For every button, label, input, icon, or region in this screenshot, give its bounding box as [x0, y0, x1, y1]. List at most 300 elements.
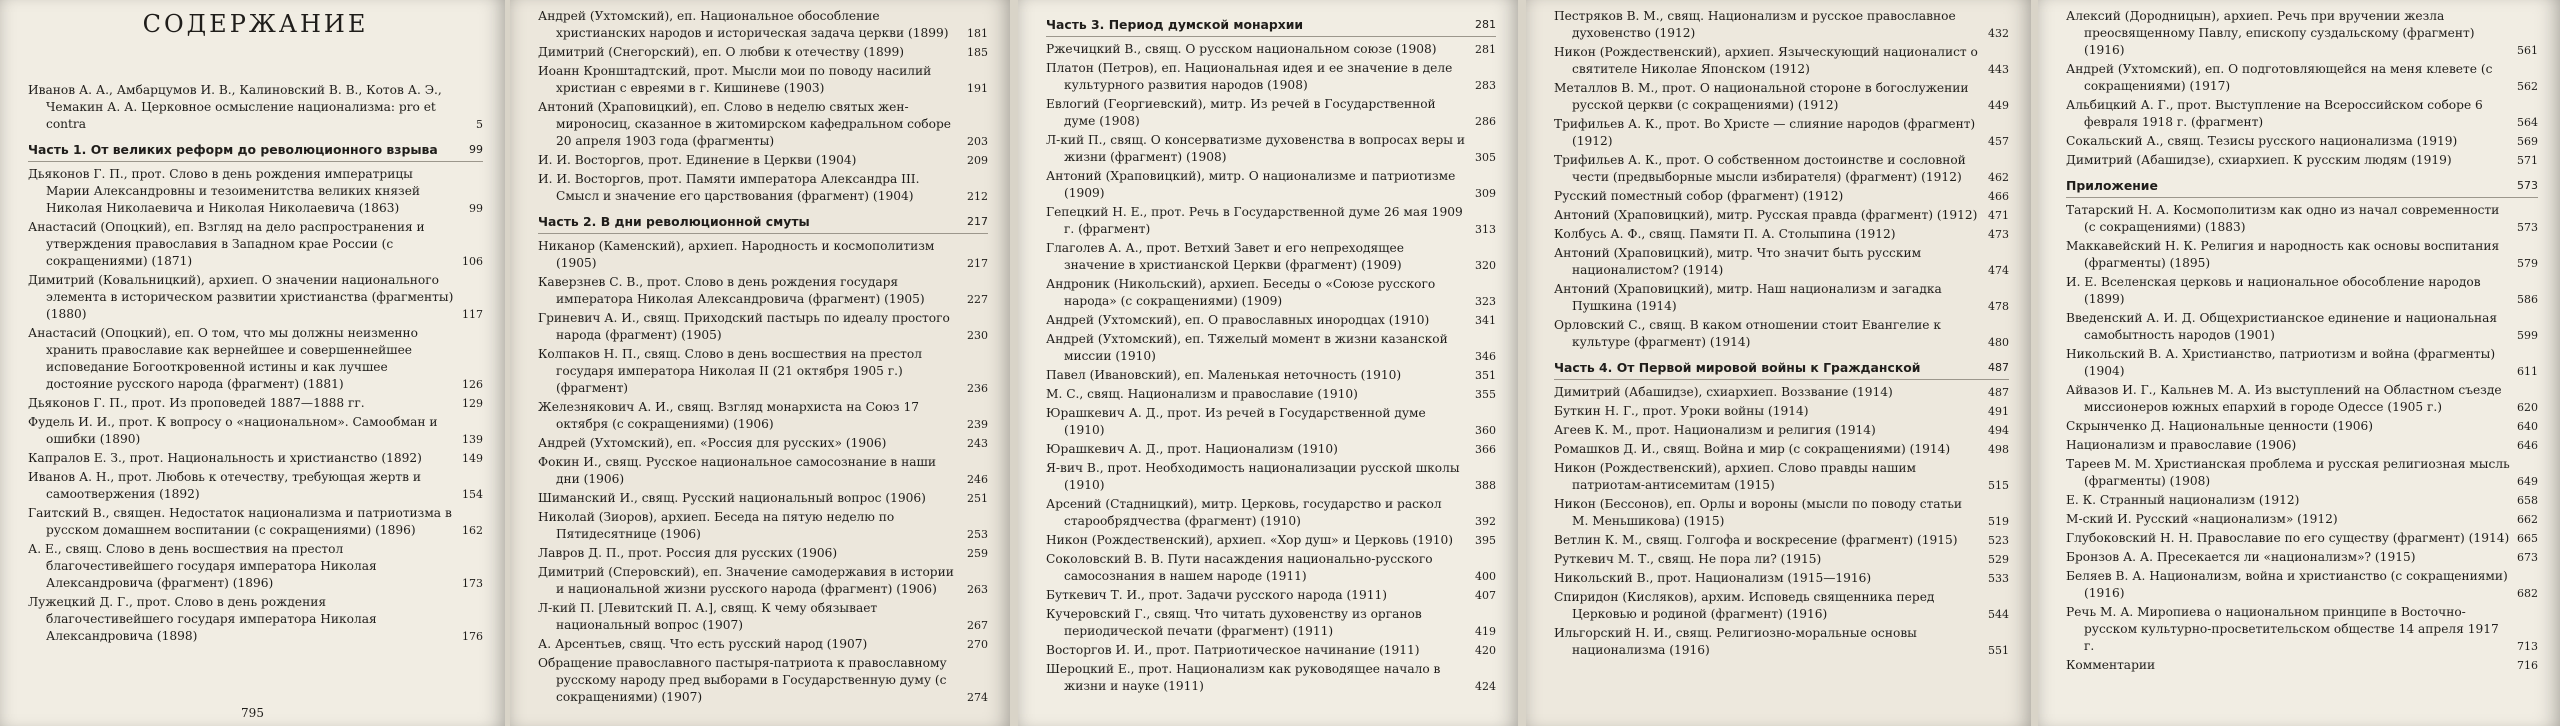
entry-title: Агеев К. М., прот. Национализм и религия (1914) — [1554, 423, 1876, 437]
entry-page-number: 283 — [1475, 79, 1496, 92]
entry-page-number: 181 — [967, 27, 988, 40]
toc-entry — [1554, 570, 2009, 587]
entry-page-number: 149 — [462, 452, 483, 465]
entry-title: Дьяконов Г. П., прот. Из проповедей 1887—1888 гг. — [28, 396, 365, 410]
entry-title: Димитрий (Сперовский), еп. Значение самодержавия в истории и национальной жизни русского народа (фрагмент) (1906) — [538, 565, 954, 596]
toc-entries — [538, 238, 988, 706]
toc-entry — [1046, 642, 1496, 659]
toc-entry — [1554, 589, 2009, 623]
toc-entry — [2066, 456, 2538, 490]
toc-entry — [1046, 405, 1496, 439]
entry-title: Никольский В., прот. Национализм (1915—1916) — [1554, 571, 1872, 585]
toc-entry — [538, 564, 988, 598]
entry-title: Комментарии — [2066, 658, 2156, 672]
entry-page-number: 309 — [1475, 187, 1496, 200]
page-folio: 795 — [241, 706, 264, 720]
section-heading — [538, 213, 988, 234]
toc-entry — [1554, 422, 2009, 439]
entry-page-number: 139 — [462, 433, 483, 446]
toc-entry — [538, 545, 988, 562]
entry-title: Л-кий П. [Левитский П. А.], свящ. К чему обязывает национальный вопрос (1907) — [538, 601, 878, 632]
toc-entry — [1046, 551, 1496, 585]
toc-entry — [2066, 8, 2538, 59]
entry-page-number: 320 — [1475, 259, 1496, 272]
toc-entry — [1554, 226, 2009, 243]
toc-entry — [28, 82, 483, 133]
entry-page-number: 471 — [1988, 209, 2009, 222]
entry-page-number: 346 — [1475, 350, 1496, 363]
entry-page-number: 649 — [2517, 475, 2538, 488]
toc-entry — [2066, 202, 2538, 236]
entry-page-number: 227 — [967, 293, 988, 306]
toc-entry — [1046, 587, 1496, 604]
entry-title: Гепецкий Н. Е., прот. Речь в Государственной думе 26 мая 1909 г. (фрагмент) — [1046, 205, 1463, 236]
entry-page-number: 407 — [1475, 589, 1496, 602]
entry-page-number: 544 — [1988, 608, 2009, 621]
entry-page-number: 665 — [2517, 532, 2538, 545]
toc-entry — [1554, 460, 2009, 494]
entry-title: Руткевич М. Т., свящ. Не пора ли? (1915) — [1554, 552, 1822, 566]
entry-page-number: 564 — [2517, 116, 2538, 129]
entry-title: Лужецкий Д. Г., прот. Слово в день рождения благочестивейшего государя императора Николая Александровича (1898) — [28, 595, 377, 643]
entry-page-number: 126 — [462, 378, 483, 391]
toc-entry — [1554, 625, 2009, 659]
toc-entry — [1046, 312, 1496, 329]
section-title: Приложение — [2066, 178, 2158, 193]
entry-title: Глубоковский Н. Н. Православие по его существу (фрагмент) (1914) — [2066, 531, 2510, 545]
entry-title: Спиридон (Кисляков), архим. Исповедь священника перед Церковью и родиной (фрагмент) (1916) — [1554, 590, 1935, 621]
toc-entry — [1554, 532, 2009, 549]
entry-title: Каверзнев С. В., прот. Слово в день рождения государя императора Николая Александровича (фрагмент) (1905) — [538, 275, 925, 306]
toc-entry — [1554, 80, 2009, 114]
entry-title: Алексий (Дородницын), архиеп. Речь при вручении жезла преосвященному Павлу, епископу суздальскому (фрагмент) (1916) — [2066, 9, 2475, 57]
entry-page-number: 466 — [1988, 190, 2009, 203]
entry-title: Дьяконов Г. П., прот. Слово в день рождения императрицы Марии Александровны и тезоименитства великих князей Николая Николаевича и Николая Николаевича (1863) — [28, 167, 421, 215]
toc-entry — [28, 505, 483, 539]
section-page: 487 — [1988, 361, 2009, 374]
entry-page-number: 443 — [1988, 63, 2009, 76]
entry-title: Андрей (Ухтомский), еп. О подготовляющейся на меня клевете (с сокращениями) (1917) — [2066, 62, 2493, 93]
entry-page-number: 154 — [462, 488, 483, 501]
entry-page-number: 449 — [1988, 99, 2009, 112]
entry-page-number: 498 — [1988, 443, 2009, 456]
entry-page-number: 395 — [1475, 534, 1496, 547]
toc-entry — [2066, 604, 2538, 655]
entry-title: И. Е. Вселенская церковь и национальное обособление народов (1899) — [2066, 275, 2481, 306]
toc-entry — [1046, 60, 1496, 94]
toc-entry — [538, 600, 988, 634]
entry-page-number: 274 — [967, 691, 988, 704]
section-page: 573 — [2517, 179, 2538, 192]
entry-page-number: 658 — [2517, 494, 2538, 507]
entry-page-number: 620 — [2517, 401, 2538, 414]
toc-entry — [28, 414, 483, 448]
entry-title: Л-кий П., свящ. О консерватизме духовенства в вопросах веры и жизни (фрагмент) (1908) — [1046, 133, 1465, 164]
toc-entries-top — [2066, 8, 2538, 169]
toc-page-3 — [1018, 0, 1518, 726]
entry-title: Беляев В. А. Национализм, война и христианство (с сокращениями) (1916) — [2066, 569, 2508, 600]
entry-page-number: 355 — [1475, 388, 1496, 401]
entry-title: Никон (Рождественский), архиеп. Языческующий националист о святителе Николае Японском (1912) — [1554, 45, 1978, 76]
entry-title: Скрынченко Д. Национальные ценности (1906) — [2066, 419, 2374, 433]
entry-page-number: 515 — [1988, 479, 2009, 492]
entry-page-number: 313 — [1475, 223, 1496, 236]
entry-page-number: 209 — [967, 154, 988, 167]
entry-page-number: 253 — [967, 528, 988, 541]
entry-title: Никон (Бессонов), еп. Орлы и вороны (мысли по поводу статьи М. Меньшикова) (1915) — [1554, 497, 1963, 528]
entry-title: Фудель И. И., прот. К вопросу о «национальном». Самообман и ошибки (1890) — [28, 415, 438, 446]
entry-page-number: 117 — [462, 308, 483, 321]
entry-page-number: 176 — [462, 630, 483, 643]
entry-title: Ветлин К. М., свящ. Голгофа и воскресение (фрагмент) (1915) — [1554, 533, 1958, 547]
entry-title: Иванов А. Н., прот. Любовь к отечеству, требующая жертв и самоотвержения (1892) — [28, 470, 422, 501]
entry-title: Гриневич А. И., свящ. Приходский пастырь по идеалу простого народа (фрагмент) (1905) — [538, 311, 950, 342]
section-title: Часть 3. Период думской монархии — [1046, 17, 1304, 32]
entry-page-number: 162 — [462, 524, 483, 537]
toc-page-1 — [0, 0, 505, 726]
entry-title: И. И. Восторгов, прот. Единение в Церкви (1904) — [538, 153, 857, 167]
entry-page-number: 494 — [1988, 424, 2009, 437]
spacer — [28, 42, 483, 82]
toc-entry — [538, 346, 988, 397]
entry-title: Димитрий (Абашидзе), схиархиеп. Воззвание (1914) — [1554, 385, 1893, 399]
toc-entry — [538, 171, 988, 205]
toc-entry — [28, 272, 483, 323]
entry-title: Никон (Рождественский), архиеп. Слово правды нашим патриотам-антисемитам (1915) — [1554, 461, 1916, 492]
entry-title: Бронзов А. А. Пресекается ли «национализм»? (1915) — [2066, 550, 2416, 564]
entry-title: Гаитский В., священ. Недостаток национализма и патриотизма в русском домашнем воспитании (с сокращениями) (1896) — [28, 506, 452, 537]
entry-title: Ржечицкий В., свящ. О русском национальном союзе (1908) — [1046, 42, 1437, 56]
entry-title: Я-вич В., прот. Необходимость национализации русской школы (1910) — [1046, 461, 1460, 492]
entry-page-number: 185 — [967, 46, 988, 59]
entry-title: Сокальский А., свящ. Тезисы русского национализма (1919) — [2066, 134, 2458, 148]
entry-title: Платон (Петров), еп. Национальная идея и ее значение в деле культурного развития народов (1908) — [1046, 61, 1453, 92]
entry-title: Ромашков Д. И., свящ. Война и мир (с сокращениями) (1914) — [1554, 442, 1951, 456]
entry-title: Никон (Рождественский), архиеп. «Хор душ» и Церковь (1910) — [1046, 533, 1454, 547]
entry-title: Шиманский И., свящ. Русский национальный вопрос (1906) — [538, 491, 926, 505]
entry-page-number: 212 — [967, 190, 988, 203]
entry-title: Евлогий (Георгиевский), митр. Из речей в Государственной думе (1908) — [1046, 97, 1436, 128]
entry-title: Никанор (Каменский), архиеп. Народность и космополитизм (1905) — [538, 239, 935, 270]
entry-page-number: 599 — [2517, 329, 2538, 342]
entry-page-number: 270 — [967, 638, 988, 651]
toc-entry — [1554, 152, 2009, 186]
entry-title: Димитрий (Абашидзе), схиархиеп. К русским людям (1919) — [2066, 153, 2452, 167]
entry-page-number: 611 — [2517, 365, 2538, 378]
entry-page-number: 341 — [1475, 314, 1496, 327]
entry-title: Антоний (Храповицкий), еп. Слово в неделю святых жен-мироносиц, сказанное в житомирском кафедральном соборе 20 апреля 1903 года (фрагменты) — [538, 100, 951, 148]
entry-page-number: 191 — [967, 82, 988, 95]
entry-page-number: 562 — [2517, 80, 2538, 93]
entry-title: Антоний (Храповицкий), митр. Русская правда (фрагмент) (1912) — [1554, 208, 1978, 222]
entry-title: Анастасий (Опоцкий), еп. Взгляд на дело распространения и утверждения православия в Западном крае России (с сокращениями) (1871) — [28, 220, 425, 268]
toc-entry — [1554, 551, 2009, 568]
entry-title: Анастасий (Опоцкий), еп. О том, что мы должны неизменно хранить православие как вернейшее и совершеннейшее исповедание Богооткровенной истины и как лучшее достояние русского народа (фрагмент) (1881) — [28, 326, 419, 391]
entry-page-number: 523 — [1988, 534, 2009, 547]
toc-entry — [1046, 661, 1496, 695]
entry-page-number: 569 — [2517, 135, 2538, 148]
entry-title: Колбусь А. Ф., свящ. Памяти П. А. Столыпина (1912) — [1554, 227, 1896, 241]
toc-entry — [1046, 41, 1496, 58]
section-title: Часть 1. От великих реформ до революционного взрыва — [28, 142, 438, 157]
toc-entry — [28, 469, 483, 503]
entry-page-number: 400 — [1475, 570, 1496, 583]
entry-title: Андроник (Никольский), архиеп. Беседы о «Союзе русского народа» (с сокращениями) (1909) — [1046, 277, 1436, 308]
toc-entry — [2066, 530, 2538, 547]
toc-entry — [2066, 657, 2538, 674]
entry-page-number: 236 — [967, 382, 988, 395]
entry-title: Андрей (Ухтомский), еп. «Россия для русских» (1906) — [538, 436, 887, 450]
entry-title: Трифильев А. К., прот. Во Христе — слияние народов (фрагмент) (1912) — [1554, 117, 1976, 148]
entry-title: Капралов Е. З., прот. Национальность и христианство (1892) — [28, 451, 422, 465]
page-title: СОДЕРЖАНИЕ — [142, 10, 369, 38]
entry-title: М-ский И. Русский «национализм» (1912) — [2066, 512, 2338, 526]
toc-entry — [538, 454, 988, 488]
section-heading — [2066, 177, 2538, 198]
toc-entry — [1554, 441, 2009, 458]
toc-entry — [538, 310, 988, 344]
entry-page-number: 579 — [2517, 257, 2538, 270]
entry-page-number: 243 — [967, 437, 988, 450]
entry-title: Трифильев А. К., прот. О собственном достоинстве и сословной чести (предвыборные мысли избирателя) (фрагмент) (1912) — [1554, 153, 1966, 184]
section-heading — [1554, 359, 2009, 380]
entry-title: Иоанн Кронштадтский, прот. Мысли мои по поводу насилий христиан с евреями в г. Кишиневе (1903) — [538, 64, 932, 95]
toc-entry — [538, 63, 988, 97]
toc-entry — [1554, 245, 2009, 279]
entry-page-number: 478 — [1988, 300, 2009, 313]
entry-title: Юрашкевич А. Д., прот. Из речей в Государственной думе (1910) — [1046, 406, 1426, 437]
entry-page-number: 646 — [2517, 439, 2538, 452]
intro-entries — [28, 82, 483, 133]
section-page: 217 — [967, 215, 988, 228]
entry-page-number: 246 — [967, 473, 988, 486]
toc-entry — [1554, 317, 2009, 351]
entry-page-number: 716 — [2517, 659, 2538, 672]
entry-title: Татарский Н. А. Космополитизм как одно из начал современности (с сокращениями) (1883) — [2066, 203, 2500, 234]
entry-page-number: 106 — [462, 255, 483, 268]
entry-title: Буткевич Т. И., прот. Задачи русского народа (1911) — [1046, 588, 1388, 602]
entry-page-number: 366 — [1475, 443, 1496, 456]
entry-title: Кучеровский Г., свящ. Что читать духовенству из органов периодической печати (фрагмент) (1911) — [1046, 607, 1422, 638]
entry-page-number: 474 — [1988, 264, 2009, 277]
entry-page-number: 230 — [967, 329, 988, 342]
section-title: Часть 2. В дни революционной смуты — [538, 214, 810, 229]
entry-page-number: 480 — [1988, 336, 2009, 349]
toc-entries-top — [538, 8, 988, 205]
section-page: 281 — [1475, 18, 1496, 31]
entry-page-number: 529 — [1988, 553, 2009, 566]
entry-page-number: 263 — [967, 583, 988, 596]
toc-entry — [2066, 492, 2538, 509]
entry-title: Лавров Д. П., прот. Россия для русских (1906) — [538, 546, 838, 560]
entry-title: Николай (Зиоров), архиеп. Беседа на пятую неделю по Пятидесятнице (1906) — [538, 510, 895, 541]
entry-title: Иванов А. А., Амбарцумов И. В., Калиновский В. В., Котов А. Э., Чемакин А. А. Церковное осмысление национализма: pro et contra — [28, 83, 442, 131]
section-title: Часть 4. От Первой мировой войны к Гражданской — [1554, 360, 1921, 375]
entry-title: Железнякович А. И., свящ. Взгляд монархиста на Союз 17 октября (с сокращениями) (1906) — [538, 400, 919, 431]
toc-entry — [538, 399, 988, 433]
section-heading — [1046, 16, 1496, 37]
toc-entry — [1554, 116, 2009, 150]
entry-page-number: 573 — [2517, 221, 2538, 234]
entry-title: И. И. Восторгов, прот. Памяти императора Александра III. Смысл и значение его царствования (фрагмент) (1904) — [538, 172, 920, 203]
entry-title: Ильгорский Н. И., свящ. Религиозно-моральные основы национализма (1916) — [1554, 626, 1917, 657]
toc-page-5 — [2038, 0, 2560, 726]
toc-entry — [1554, 8, 2009, 42]
entry-title: Димитрий (Снегорский), еп. О любви к отечеству (1899) — [538, 45, 904, 59]
toc-entry — [538, 636, 988, 653]
toc-entry — [2066, 238, 2538, 272]
entry-title: Маккавейский Н. К. Религия и народность как основы воспитания (фрагменты) (1895) — [2066, 239, 2500, 270]
toc-entry — [2066, 511, 2538, 528]
entry-page-number: 713 — [2517, 640, 2538, 653]
toc-entry — [1046, 168, 1496, 202]
toc-entry — [28, 395, 483, 412]
entry-title: А. Е., свящ. Слово в день восшествия на престол благочестивейшего государя императора Николая Александровича (фрагмент) (1896) — [28, 542, 377, 590]
entry-title: Пестряков В. М., свящ. Национализм и русское православное духовенство (1912) — [1554, 9, 1956, 40]
entry-page-number: 487 — [1988, 386, 2009, 399]
entry-title: Фокин И., свящ. Русское национальное самосознание в наши дни (1906) — [538, 455, 936, 486]
toc-entry — [1046, 132, 1496, 166]
toc-entry — [1046, 532, 1496, 549]
toc-entry — [1046, 204, 1496, 238]
toc-entry — [28, 450, 483, 467]
entry-page-number: 420 — [1475, 644, 1496, 657]
entry-page-number: 586 — [2517, 293, 2538, 306]
entry-page-number: 457 — [1988, 135, 2009, 148]
toc-entry — [538, 655, 988, 706]
toc-entries-top — [1554, 8, 2009, 351]
entry-page-number: 388 — [1475, 479, 1496, 492]
toc-entry — [1046, 96, 1496, 130]
entry-page-number: 551 — [1988, 644, 2009, 657]
entry-title: Глаголев А. А., прот. Ветхий Завет и его непреходящее значение в христианской Церкви (фрагмент) (1909) — [1046, 241, 1404, 272]
toc-entry — [1554, 207, 2009, 224]
toc-entries — [1554, 384, 2009, 659]
entry-title: Тареев М. М. Христианская проблема и русская религиозная мысль (фрагменты) (1908) — [2066, 457, 2510, 488]
toc-entry — [1046, 441, 1496, 458]
entry-title: Колпаков Н. П., свящ. Слово в день восшествия на престол государя императора Николая II (21 октября 1905 г.) (фрагмент) — [538, 347, 922, 395]
toc-entries — [1046, 41, 1496, 695]
toc-entry — [538, 509, 988, 543]
toc-entry — [28, 594, 483, 645]
entry-title: Антоний (Храповицкий), митр. Наш национализм и загадка Пушкина (1914) — [1554, 282, 1942, 313]
entry-page-number: 360 — [1475, 424, 1496, 437]
entry-page-number: 424 — [1475, 680, 1496, 693]
toc-entry — [538, 44, 988, 61]
entry-title: Антоний (Храповицкий), митр. Что значит быть русским националистом? (1914) — [1554, 246, 1922, 277]
toc-entry — [2066, 152, 2538, 169]
toc-entry — [2066, 97, 2538, 131]
toc-entry — [2066, 549, 2538, 566]
entry-title: Никольский В. А. Христианство, патриотизм и война (фрагменты) (1904) — [2066, 347, 2496, 378]
toc-entry — [1046, 386, 1496, 403]
entry-page-number: 571 — [2517, 154, 2538, 167]
entry-page-number: 217 — [967, 257, 988, 270]
toc-entry — [538, 99, 988, 150]
entry-title: Павел (Ивановский), еп. Маленькая неточность (1910) — [1046, 368, 1402, 382]
entry-title: Речь М. А. Миропиева о национальном принципе в Восточно-русском культурно-просветительском обществе 14 апреля 1917 г. — [2066, 605, 2499, 653]
entry-page-number: 392 — [1475, 515, 1496, 528]
toc-entry — [2066, 61, 2538, 95]
entry-title: Введенский А. И. Д. Общехристианское единение и национальная самобытность народов (1901) — [2066, 311, 2498, 342]
toc-entry — [1046, 240, 1496, 274]
entry-page-number: 473 — [1988, 228, 2009, 241]
entry-page-number: 286 — [1475, 115, 1496, 128]
entry-title: Айвазов И. Г., Кальнев М. А. Из выступлений на Областном съезде миссионеров южных епархий в городе Одессе (1905 г.) — [2066, 383, 2502, 414]
entry-page-number: 682 — [2517, 587, 2538, 600]
toc-entry — [1554, 44, 2009, 78]
toc-entry — [2066, 133, 2538, 150]
toc-entry — [1046, 331, 1496, 365]
entry-title: Димитрий (Ковальницкий), архиеп. О значении национального элемента в историческом развитии христианства (фрагменты) (1880) — [28, 273, 454, 321]
entry-title: Андрей (Ухтомский), еп. О православных инородцах (1910) — [1046, 313, 1430, 327]
toc-entry — [2066, 346, 2538, 380]
entry-page-number: 239 — [967, 418, 988, 431]
entry-page-number: 259 — [967, 547, 988, 560]
toc-entry — [538, 274, 988, 308]
toc-entry — [1554, 403, 2009, 420]
entry-page-number: 662 — [2517, 513, 2538, 526]
entry-page-number: 533 — [1988, 572, 2009, 585]
toc-entry — [2066, 382, 2538, 416]
toc-entry — [1046, 367, 1496, 384]
toc-entry — [1554, 496, 2009, 530]
entry-page-number: 673 — [2517, 551, 2538, 564]
entry-title: А. Арсентьев, свящ. Что есть русский народ (1907) — [538, 637, 868, 651]
entry-page-number: 519 — [1988, 515, 2009, 528]
entry-title: Металлов В. М., прот. О национальной стороне в богослужении русской церкви (с сокращениями) (1912) — [1554, 81, 1969, 112]
entry-page-number: 129 — [462, 397, 483, 410]
entry-page-number: 203 — [967, 135, 988, 148]
entry-page-number: 462 — [1988, 171, 2009, 184]
toc-entry — [1554, 188, 2009, 205]
section-page: 99 — [469, 143, 483, 156]
toc-entries — [2066, 202, 2538, 674]
entry-title: Русский поместный собор (фрагмент) (1912) — [1554, 189, 1844, 203]
entry-title: Арсений (Стадницкий), митр. Церковь, государство и раскол старообрядчества (фрагмент) (1910) — [1046, 497, 1442, 528]
entry-page-number: 305 — [1475, 151, 1496, 164]
entry-title: Шероцкий Е., прот. Национализм как руководящее начало в жизни и науке (1911) — [1046, 662, 1441, 693]
entry-title: Обращение православного пастыря-патриота к православному русскому народу пред выборами в Государственную думу (с сокращениями) (1907) — [538, 656, 947, 704]
toc-entry — [2066, 568, 2538, 602]
entry-title: Восторгов И. И., прот. Патриотическое начинание (1911) — [1046, 643, 1420, 657]
toc-entry — [1046, 276, 1496, 310]
entry-page-number: 99 — [469, 202, 483, 215]
toc-entry — [28, 219, 483, 270]
entry-title: Соколовский В. В. Пути насаждения национально-русского самосознания в нашем народе (1911) — [1046, 552, 1433, 583]
entry-title: Андрей (Ухтомский), еп. Тяжелый момент в жизни казанской миссии (1910) — [1046, 332, 1448, 363]
toc-page-2 — [510, 0, 1010, 726]
toc-entry — [1554, 281, 2009, 315]
entry-page-number: 491 — [1988, 405, 2009, 418]
entry-title: Национализм и православие (1906) — [2066, 438, 2297, 452]
entry-page-number: 640 — [2517, 420, 2538, 433]
entry-title: М. С., свящ. Национализм и православие (1910) — [1046, 387, 1358, 401]
toc-entry — [1046, 460, 1496, 494]
toc-entry — [538, 490, 988, 507]
toc-entry — [28, 166, 483, 217]
entry-title: Буткин Н. Г., прот. Уроки войны (1914) — [1554, 404, 1809, 418]
section-heading — [28, 141, 483, 162]
entry-page-number: 561 — [2517, 44, 2538, 57]
toc-entry — [2066, 418, 2538, 435]
entry-page-number: 419 — [1475, 625, 1496, 638]
toc-entry — [2066, 437, 2538, 454]
toc-entry — [28, 541, 483, 592]
entry-page-number: 323 — [1475, 295, 1496, 308]
entry-page-number: 267 — [967, 619, 988, 632]
entry-title: Юрашкевич А. Д., прот. Национализм (1910) — [1046, 442, 1338, 456]
